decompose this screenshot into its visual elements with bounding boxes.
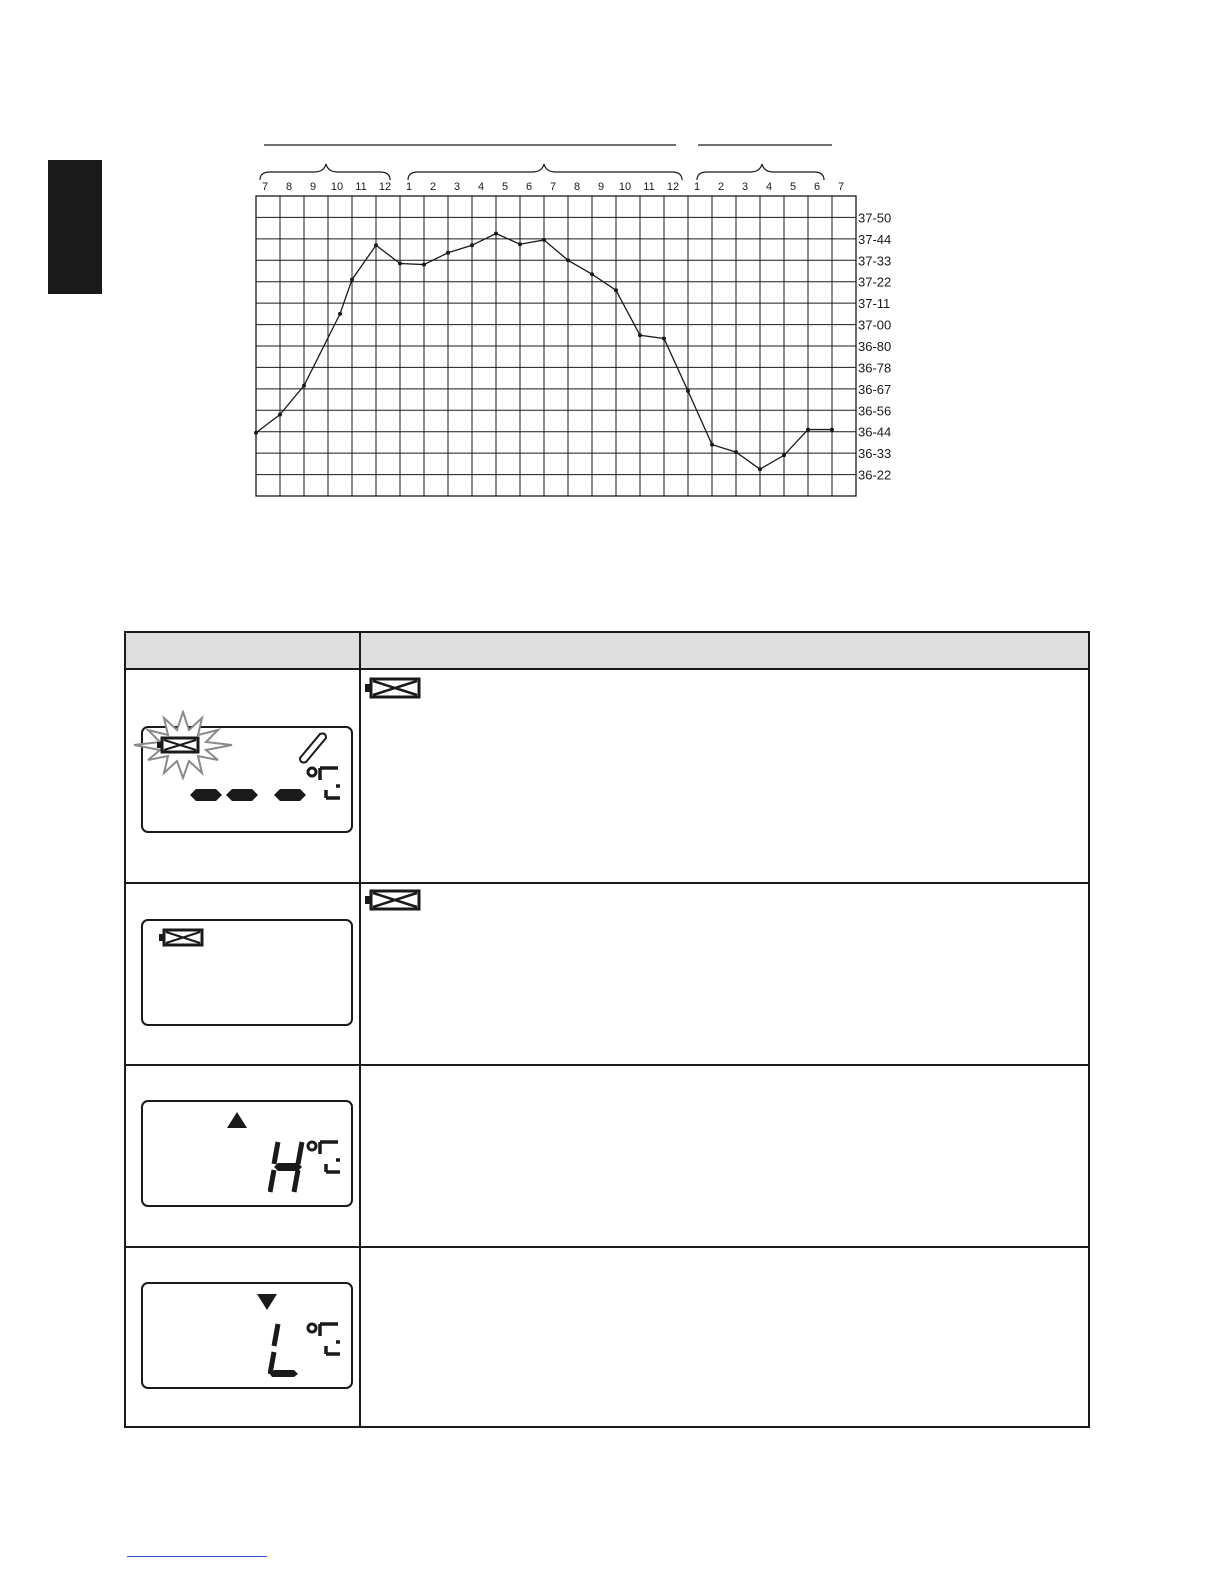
column-divider xyxy=(359,633,361,1426)
x-tick-label: 8 xyxy=(285,181,293,193)
x-tick-label: 12 xyxy=(666,181,680,193)
data-point xyxy=(614,288,618,292)
data-point xyxy=(758,467,762,471)
brace-morning xyxy=(260,164,390,180)
celsius-icon xyxy=(306,766,342,800)
brace-day xyxy=(408,164,682,180)
data-point xyxy=(662,337,666,341)
data-point xyxy=(782,453,786,457)
data-point xyxy=(350,278,354,282)
data-point xyxy=(278,413,282,417)
x-tick-label: 10 xyxy=(330,181,344,193)
data-point xyxy=(566,258,570,262)
x-tick-label: 8 xyxy=(573,181,581,193)
x-tick-label: 7 xyxy=(549,181,557,193)
row-divider xyxy=(126,882,1088,884)
y-tick-label: 36-22 xyxy=(858,467,892,483)
data-point xyxy=(542,238,546,242)
chart-grid xyxy=(256,196,856,496)
x-tick-label: 7 xyxy=(837,181,845,193)
data-point xyxy=(446,251,450,255)
x-tick-label: 10 xyxy=(618,181,632,193)
x-tick-label: 1 xyxy=(405,181,413,193)
blinking-battery-icon xyxy=(128,710,238,780)
data-point xyxy=(374,243,378,247)
x-tick-label: 2 xyxy=(429,181,437,193)
y-tick-labels xyxy=(858,210,891,482)
data-point xyxy=(518,242,522,246)
battery-empty-icon xyxy=(363,889,421,911)
y-tick-label: 36-56 xyxy=(858,403,892,419)
down-arrow-icon xyxy=(255,1292,279,1312)
x-tick-label: 4 xyxy=(765,181,773,193)
data-point xyxy=(338,312,342,316)
y-tick-label: 37-00 xyxy=(858,317,892,333)
data-point xyxy=(806,428,810,432)
data-point xyxy=(470,243,474,247)
high-reading-h xyxy=(268,1138,308,1196)
x-tick-label: 6 xyxy=(525,181,533,193)
footer-link-underline xyxy=(127,1556,267,1557)
x-tick-label: 5 xyxy=(789,181,797,193)
data-point xyxy=(494,232,498,236)
y-tick-label: 37-11 xyxy=(858,296,891,312)
celsius-icon xyxy=(306,1140,342,1174)
x-tick-label: 3 xyxy=(741,181,749,193)
x-tick-label: 9 xyxy=(597,181,605,193)
y-tick-label: 37-33 xyxy=(858,253,892,269)
x-tick-label: 4 xyxy=(477,181,485,193)
brace-night xyxy=(697,164,824,180)
x-tick-label: 6 xyxy=(813,181,821,193)
x-tick-labels xyxy=(262,181,844,193)
data-point xyxy=(302,384,306,388)
low-reading-l xyxy=(268,1320,308,1378)
x-tick-label: 2 xyxy=(717,181,725,193)
x-tick-label: 11 xyxy=(355,181,367,193)
y-tick-label: 36-78 xyxy=(858,360,892,376)
y-tick-label: 37-22 xyxy=(858,274,892,290)
row-divider xyxy=(126,1246,1088,1248)
data-point xyxy=(422,263,426,267)
row-divider xyxy=(126,1064,1088,1066)
data-point xyxy=(734,450,738,454)
x-tick-label: 12 xyxy=(378,181,392,193)
x-tick-label: 5 xyxy=(501,181,509,193)
celsius-icon xyxy=(306,1322,342,1356)
y-tick-label: 37-44 xyxy=(858,231,892,247)
probe-icon xyxy=(296,730,330,766)
data-point xyxy=(398,262,402,266)
y-tick-label: 37-50 xyxy=(858,210,892,226)
x-tick-label: 11 xyxy=(643,181,655,193)
dashes-display xyxy=(186,784,306,806)
data-point xyxy=(686,389,690,393)
data-point xyxy=(830,428,834,432)
up-arrow-icon xyxy=(225,1110,249,1130)
x-tick-label: 9 xyxy=(309,181,317,193)
table-header xyxy=(126,633,1088,670)
battery-empty-icon xyxy=(363,677,421,699)
y-tick-label: 36-44 xyxy=(858,424,892,440)
data-point xyxy=(638,333,642,337)
y-tick-label: 36-67 xyxy=(858,381,892,397)
data-point xyxy=(590,272,594,276)
x-tick-label: 7 xyxy=(261,181,269,193)
data-point xyxy=(710,443,714,447)
data-point xyxy=(254,431,258,435)
y-tick-label: 36-33 xyxy=(858,446,892,462)
period-brackets xyxy=(260,145,832,180)
battery-icon xyxy=(156,928,204,948)
x-tick-label: 1 xyxy=(693,181,701,193)
x-tick-label: 3 xyxy=(453,181,461,193)
temperature-chart xyxy=(0,0,1225,560)
y-tick-label: 36-80 xyxy=(858,339,892,354)
